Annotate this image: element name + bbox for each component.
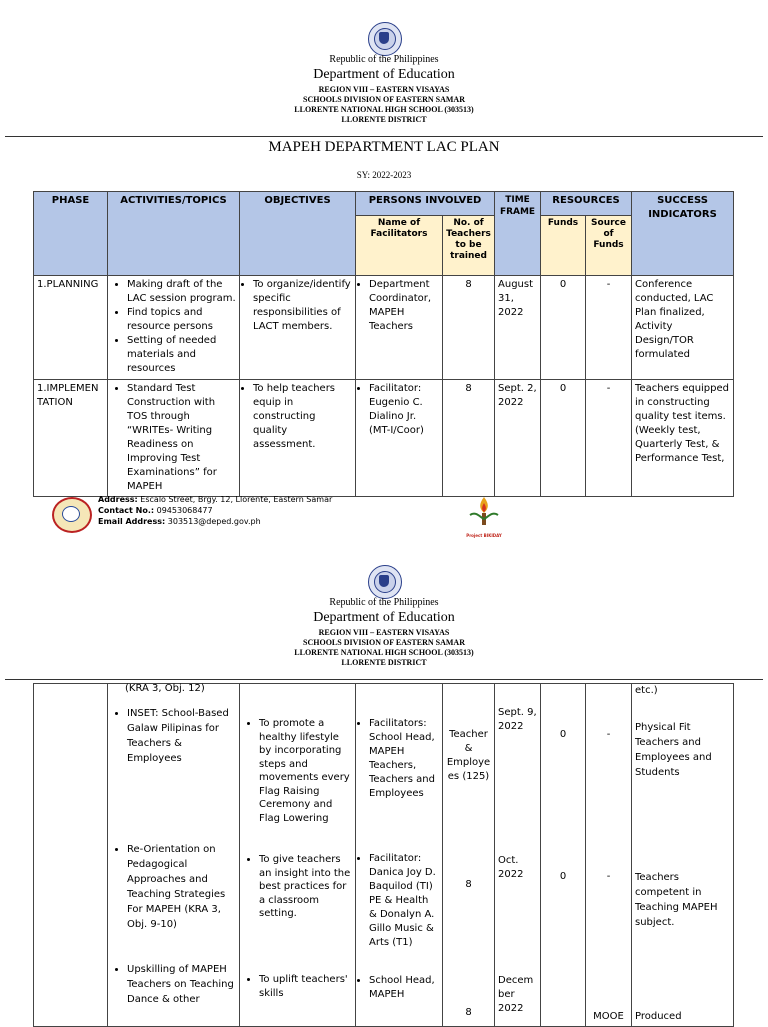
region-line: REGION VIII – EASTERN VISAYAS — [318, 628, 450, 637]
success-value: Produced — [635, 1011, 682, 1022]
trained-cell: 8 — [443, 276, 495, 380]
time-value: Decem ber 2022 — [498, 975, 534, 1014]
header-phase: PHASE — [34, 192, 108, 276]
facilitators-cell — [356, 276, 443, 380]
time-value: Sept. 9, 2022 — [498, 707, 537, 732]
list-item: • Making draft of the LAC session program. — [127, 278, 236, 306]
list-item: • Facilitator: Danica Joy D. Baquilod (TI) PE & Health & Donalyn A. Gillo Music & Arts (T1) — [369, 852, 439, 974]
district-line: LLORENTE DISTRICT — [341, 658, 427, 667]
facilitators-cell — [356, 684, 443, 1027]
department-title: Department of Education — [313, 610, 455, 625]
success-value: Physical Fit Teachers and Employees and Students — [635, 722, 712, 778]
header-source: Source of Funds — [586, 216, 632, 276]
list-item: • To help teachers equip in constructing quality assessment. — [253, 382, 352, 452]
table-row — [34, 380, 734, 497]
project-logo — [466, 495, 502, 538]
continued-activity: (KRA 3, Obj. 12) — [125, 683, 205, 694]
activities-cell — [108, 380, 240, 497]
funds-cell — [541, 684, 586, 1027]
list-item: • To promote a healthy lifestyle by incorporating steps and movements every Flag Raising Ceremony and Flag Lowering — [259, 717, 352, 853]
phase-cell: 1.PLANNING — [34, 276, 108, 380]
objectives-cell — [240, 276, 356, 380]
source-value: - — [606, 729, 611, 740]
list-item: • Standard Test Construction with TOS through “WRITEs- Writing Readiness on Improving Test Examinations” for MAPEH — [127, 382, 236, 494]
success-value: etc.) — [635, 685, 658, 696]
list-item: • Facilitator: Eugenio C. Dialino Jr. (MT-I/Coor) — [369, 382, 439, 438]
deped-seal — [368, 22, 402, 56]
division-line: SCHOOLS DIVISION OF EASTERN SAMAR — [303, 95, 465, 104]
activities-cell — [108, 276, 240, 380]
time-frame-cell — [495, 684, 541, 1027]
header-time-frame: TIME FRAME — [495, 192, 541, 276]
trained-value: 8 — [465, 879, 472, 890]
project-logo-caption: Project BIKIDAY — [466, 533, 502, 538]
school-line: LLORENTE NATIONAL HIGH SCHOOL (303513) — [294, 648, 474, 657]
funds-value: 0 — [559, 871, 567, 882]
funds-value: 0 — [559, 729, 567, 740]
facilitators-cell — [356, 380, 443, 497]
doc-title: MAPEH DEPARTMENT LAC PLAN — [268, 139, 500, 155]
lac-plan-table — [33, 191, 734, 497]
list-item: • To uplift teachers' skills — [259, 973, 352, 1000]
school-logo — [52, 497, 92, 533]
footer-contact — [98, 506, 213, 516]
deped-seal — [368, 565, 402, 599]
table-row — [34, 684, 734, 1027]
email-text: 303513@deped.gov.ph — [167, 517, 261, 526]
trained-cell: 8 — [443, 380, 495, 497]
source-cell — [586, 684, 632, 1027]
header-resources: RESOURCES — [541, 192, 632, 216]
time-frame-cell: August 31, 2022 — [495, 276, 541, 380]
phase-cell: 1.IMPLEMEN TATION — [34, 380, 108, 497]
success-cell — [632, 684, 734, 1027]
list-item: • Department Coordinator, MAPEH Teachers — [369, 278, 439, 334]
header-rule — [5, 136, 763, 137]
header-success: SUCCESS INDICATORS — [632, 192, 734, 276]
district-line: LLORENTE DISTRICT — [341, 115, 427, 124]
funds-cell: 0 — [541, 276, 586, 380]
list-item: • Re-Orientation on Pedagogical Approaches and Teaching Strategies For MAPEH (KRA 3, Obj. 9-10) — [127, 842, 236, 962]
trained-value: Teacher & Employe es (125) — [446, 729, 491, 782]
phase-cell — [34, 684, 108, 1027]
objectives-cell — [240, 684, 356, 1027]
republic-line: Republic of the Philippines — [329, 597, 439, 608]
contact-label: Contact No.: — [98, 506, 155, 515]
header-persons: PERSONS INVOLVED — [356, 192, 495, 216]
header-rule — [5, 679, 763, 680]
success-cell: Conference conducted, LAC Plan finalized, Activity Design/TOR formulated — [632, 276, 734, 380]
success-cell: Teachers equipped in constructing quality test items. (Weekly test, Quarterly Test, & Performance Test, — [632, 380, 734, 497]
time-frame-cell: Sept. 2, 2022 — [495, 380, 541, 497]
table-row — [34, 276, 734, 380]
footer-address — [98, 495, 332, 505]
trained-value: 8 — [465, 1007, 472, 1018]
list-item: • Find topics and resource persons — [127, 306, 236, 334]
list-item: • Upskilling of MAPEH Teachers on Teaching Dance & other — [127, 962, 236, 1007]
department-title: Department of Education — [313, 67, 455, 82]
school-line: LLORENTE NATIONAL HIGH SCHOOL (303513) — [294, 105, 474, 114]
header-objectives: OBJECTIVES — [240, 192, 356, 276]
funds-cell: 0 — [541, 380, 586, 497]
source-cell: - — [586, 380, 632, 497]
address-text: Escalo Street, Brgy. 12, Llorente, Eastern Samar — [140, 495, 333, 504]
success-value: Teachers competent in Teaching MAPEH subject. — [635, 872, 718, 928]
activities-cell — [108, 684, 240, 1027]
list-item: • School Head, MAPEH — [369, 974, 439, 1002]
footer-email — [98, 517, 261, 527]
header-teachers-trained: No. of Teachers to be trained — [443, 216, 495, 276]
division-line: SCHOOLS DIVISION OF EASTERN SAMAR — [303, 638, 465, 647]
source-value: - — [606, 871, 611, 882]
region-line: REGION VIII – EASTERN VISAYAS — [318, 85, 450, 94]
source-value: MOOE — [593, 1011, 624, 1022]
objectives-cell — [240, 380, 356, 497]
header-activities: ACTIVITIES/TOPICS — [108, 192, 240, 276]
time-value: Oct. 2022 — [498, 855, 524, 880]
lac-plan-table-continued — [33, 683, 734, 1027]
header-facilitators: Name of Facilitators — [356, 216, 443, 276]
trained-cell — [443, 684, 495, 1027]
list-item: • Facilitators: School Head, MAPEH Teachers, Teachers and Employees — [369, 717, 439, 852]
contact-text: 09453068477 — [156, 506, 213, 515]
torch-icon — [466, 495, 502, 529]
list-item: • INSET: School-Based Galaw Pilipinas for Teachers & Employees — [127, 706, 236, 842]
list-item: • To organize/identify specific responsibilities of LACT members. — [253, 278, 352, 334]
source-cell: - — [586, 276, 632, 380]
header-funds: Funds — [541, 216, 586, 276]
address-label: Address: — [98, 495, 138, 504]
school-year: SY: 2022-2023 — [356, 170, 412, 180]
list-item: • Setting of needed materials and resources — [127, 334, 236, 376]
email-label: Email Address: — [98, 517, 166, 526]
republic-line: Republic of the Philippines — [329, 54, 439, 65]
list-item: • To give teachers an insight into the best practices for a classroom setting. — [259, 853, 352, 973]
